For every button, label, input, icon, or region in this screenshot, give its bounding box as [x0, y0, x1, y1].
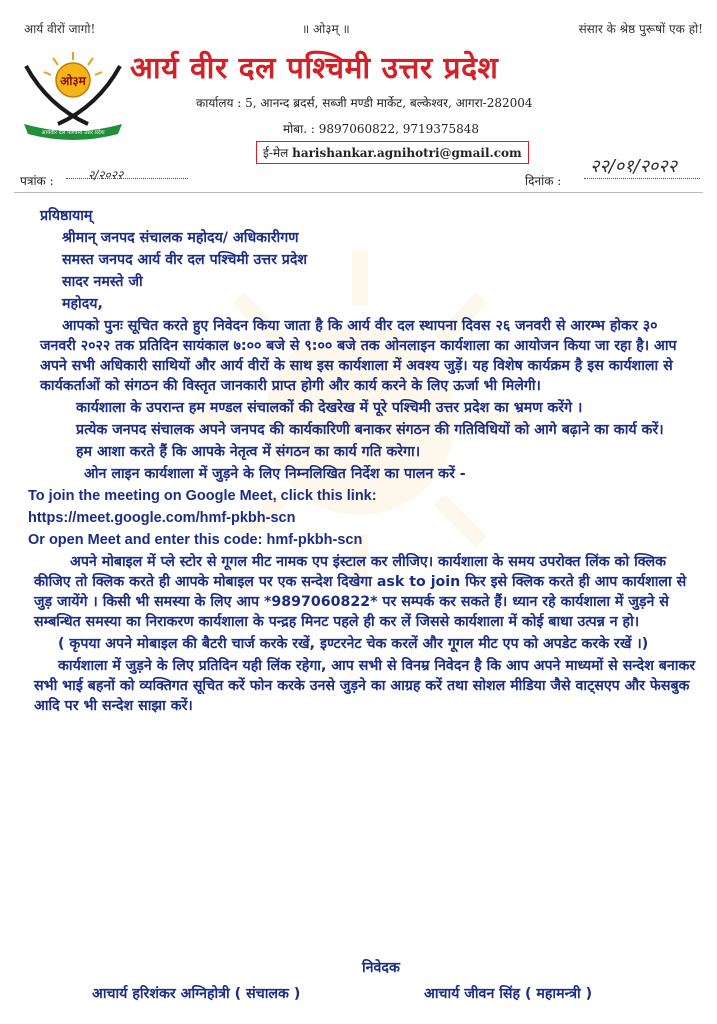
- reference-dotted-line: [66, 178, 188, 179]
- date-label: दिनांक :: [525, 174, 562, 188]
- slogan-center: ॥ ओ३म् ॥: [302, 22, 350, 36]
- paragraph-3: [40, 420, 698, 440]
- paragraph-6-text: अपने मोबाइल में प्ले स्टोर से गूगल मीट नामक एप इंस्टाल कर लीजिए। कार्यशाला के समय उपरोक्त लिंक को क्लिक कीजिए तो क्लिक करते ही आपके मोबाइल पर एक सन्देश दिखेगा ask to join फिर इसे क्लिक करते ही आप कार्यशाला से जुड़ जायेंगे । किसी भी समस्या के लिए आप *9897060822* पर सम्पर्क कर सकते हैं। ध्यान रहे कार्यशाला में जुड़ने से सम्बन्धित समस्या का निराकरण कार्यशाला के पन्द्रह मिनट पहले ही कर लें जिससे कार्यशाला में कोई बाधा उत्पन्न न हो।: [34, 554, 687, 630]
- email-address[interactable]: harishankar.agnihotri@gmail.com: [292, 146, 522, 160]
- paragraph-2-text: कार्यशाला के उपरान्त हम मण्डल संचालकों की देखरेख में पूरे पश्चिमी उत्तर प्रदेश का भ्रमण करेंगे ।: [76, 400, 583, 416]
- email-label: ई-मेल: [263, 146, 289, 160]
- office-address: कार्यालय : 5, आनन्द ब्रदर्स, सब्जी मण्डी मार्केट, बल्केश्वर, आगरा-282004: [196, 96, 533, 110]
- organization-logo: [18, 46, 128, 142]
- slogan-right: संसार के श्रेष्ठ पुरूषों एक हो!: [578, 22, 703, 36]
- logo-om-text: ओ३म: [60, 74, 86, 88]
- reference-number: २/२०२२: [88, 168, 124, 182]
- email-box: [256, 141, 529, 164]
- organization-title: आर्य वीर दल पश्चिमी उत्तर प्रदेश: [130, 51, 499, 86]
- addressee-line-2: समस्त जनपद आर्य वीर दल पश्चिमी उत्तर प्रदेश: [62, 252, 308, 268]
- letter-body: [28, 206, 698, 718]
- paragraph-6: [34, 552, 698, 632]
- paragraph-1-text: आपको पुनः सूचित करते हुए निवेदन किया जाता है कि आर्य वीर दल स्थापना दिवस २६ जनवरी से आरम्भ होकर ३० जनवरी २०२२ तक प्रतिदिन सायंकाल ७:०० बजे से ९:०० बजे तक ओनलाइन कार्यशाला का आयोजन किया जा रहा है। आप अपने सभी अधिकारी साथियों और आर्य वीरों के साथ इस कार्यशाला में अवश्य जुड़ें। यह विशेष कार्यक्रम है इस कार्यशाला से कार्यकर्ताओं को संगठन की विस्तृत जानकारी प्राप्त होगी और कार्य करने के लिए ऊर्जा भी मिलेगी।: [40, 318, 677, 394]
- date-dotted-line: [584, 178, 700, 179]
- date-value: २२/०१/२०२२: [590, 156, 678, 177]
- header-divider: [14, 192, 703, 193]
- signatory-director: आचार्य हरिशंकर अग्निहोत्री ( संचालक ): [92, 986, 301, 1002]
- reference-label: पत्रांक :: [20, 174, 54, 188]
- slogan-left: आर्य वीरों जागो!: [24, 22, 96, 36]
- mobile-numbers: मोबा. : 9897060822, 9719375848: [283, 122, 480, 136]
- logo-ribbon-text: आर्यवीर दल पश्चिमी उत्तर प्रदेश: [41, 130, 105, 136]
- paragraph-4: हम आशा करते हैं कि आपके नेतृत्व में संगठन का कार्य गति करेगा।: [76, 444, 421, 460]
- paragraph-7: [34, 634, 698, 654]
- paragraph-5: ओन लाइन कार्यशाला में जुड़ने के लिए निम्नलिखित निर्देश का पालन करें -: [84, 466, 466, 482]
- paragraph-8: [34, 656, 698, 716]
- paragraph-1: [40, 316, 698, 396]
- mahoday: महोदय,: [62, 296, 103, 312]
- signoff-nivedak: निवेदक: [362, 960, 400, 976]
- paragraph-7-text: ( कृपया अपने मोबाइल की बैटरी चार्ज करके रखें, इण्टरनेट चेक करलें और गूगल मीट एप को अपडेट करके रखें ।): [58, 636, 649, 652]
- paragraph-2: [40, 398, 698, 418]
- paragraph-3-text: प्रत्येक जनपद संचालक अपने जनपद की कार्यकारिणी बनाकर संगठन की गतिविधियों को आगे बढ़ाने का कार्य करें।: [76, 422, 664, 438]
- salutation: प्रयिष्ठायाम्: [40, 208, 93, 224]
- meet-instruction: To join the meeting on Google Meet, click this link:: [28, 488, 377, 504]
- signatory-general-secretary: आचार्य जीवन सिंह ( महामन्त्री ): [424, 986, 593, 1002]
- meet-link[interactable]: https://meet.google.com/hmf-pkbh-scn: [28, 510, 296, 526]
- meet-code-line: Or open Meet and enter this code: hmf-pkbh-scn: [28, 532, 363, 548]
- addressee-line-1: श्रीमान् जनपद संचालक महोदय/ अधिकारीगण: [62, 230, 299, 246]
- paragraph-8-text: कार्यशाला में जुड़ने के लिए प्रतिदिन यही लिंक रहेगा, आप सभी से विनम्र निवेदन है कि आप अपने माध्यमों से सन्देश बनाकर सभी भाई बहनों को व्यक्तिगत सूचित करें फोन करके उनसे जुड़ने का आग्रह करें तथा सोशल मीडिया जैसे वाट्सएप और फेसबुक आदि पर भी सन्देश साझा करें।: [34, 658, 696, 714]
- greeting: सादर नमस्ते जी: [62, 274, 143, 290]
